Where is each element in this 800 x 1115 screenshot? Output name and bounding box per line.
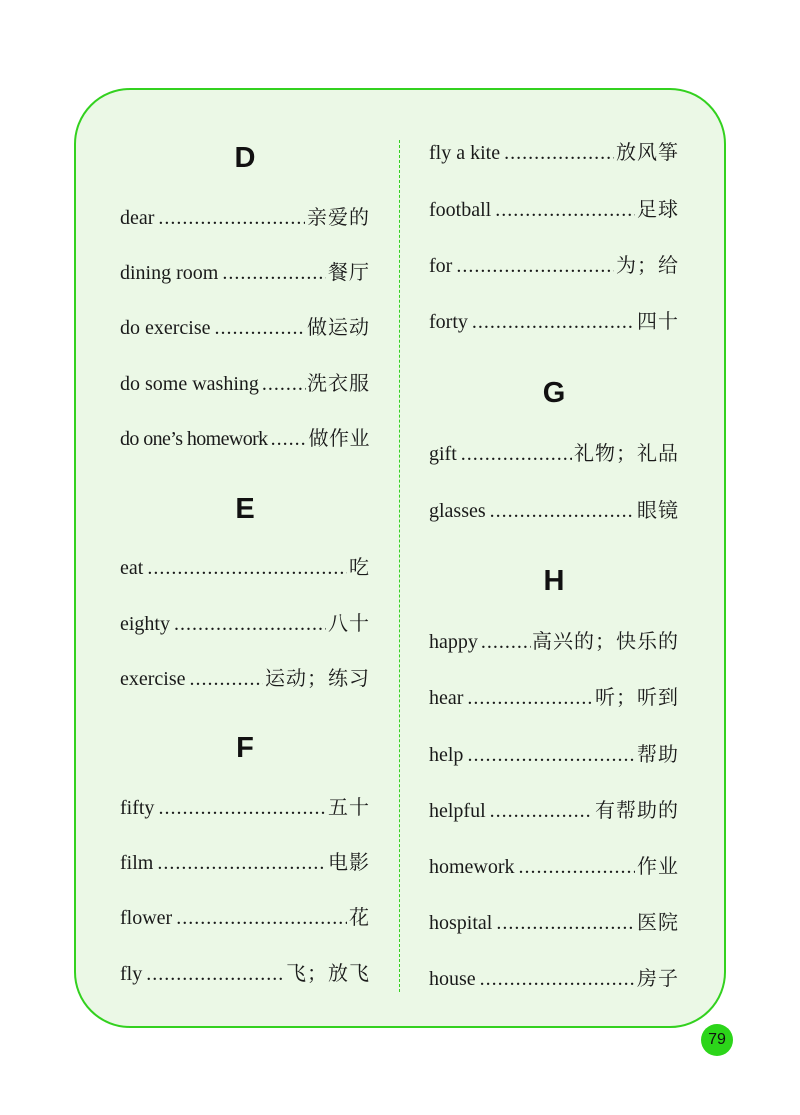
entry-football	[429, 196, 679, 223]
entry-english: fifty	[120, 797, 155, 819]
leader-dots	[215, 315, 305, 341]
leader-dots	[496, 910, 635, 936]
column-divider	[399, 140, 400, 992]
entry-chinese: 作业	[637, 854, 679, 878]
leader-dots	[271, 426, 308, 452]
entry-fly-a-kite	[429, 139, 679, 166]
entry-do-ones-homework	[120, 425, 370, 452]
entry-fly	[120, 960, 370, 987]
entry-english: dear	[120, 207, 155, 229]
entry-english: helpful	[429, 800, 486, 822]
entry-chinese: 花	[349, 905, 370, 929]
entry-hear	[429, 684, 679, 711]
leader-dots	[504, 140, 614, 166]
leader-dots	[157, 850, 326, 876]
leader-dots	[146, 961, 284, 987]
page-number-badge: 79	[701, 1024, 733, 1056]
entry-chinese: 做运动	[307, 315, 370, 339]
entry-hospital	[429, 909, 679, 936]
entry-english: hear	[429, 687, 464, 709]
leader-dots	[222, 260, 326, 286]
entry-for	[429, 252, 679, 279]
entry-english: happy	[429, 631, 478, 653]
entry-chinese: 洗衣服	[307, 371, 370, 395]
leader-dots	[519, 854, 635, 880]
entry-chinese: 亲爱的	[307, 205, 370, 229]
leader-dots	[456, 253, 614, 279]
entry-english: do one’s homework	[120, 428, 268, 450]
section-letter-f: F	[236, 732, 254, 764]
leader-dots	[481, 629, 531, 655]
entry-english: exercise	[120, 668, 186, 690]
leader-dots	[158, 205, 305, 231]
section-letter-g: G	[542, 377, 566, 409]
entry-dining-room	[120, 259, 370, 286]
entry-forty	[429, 308, 679, 335]
entry-chinese: 高兴的；快乐的	[532, 629, 679, 653]
entry-english: for	[429, 255, 453, 277]
entry-chinese: 房子	[637, 966, 679, 990]
entry-homework	[429, 853, 679, 880]
entry-house	[429, 965, 679, 992]
leader-dots	[495, 197, 635, 223]
entry-helpful	[429, 797, 679, 824]
entry-chinese: 放风筝	[616, 140, 679, 164]
entry-chinese: 做作业	[308, 426, 370, 450]
entry-chinese: 为；给	[616, 253, 679, 277]
entry-english: do some washing	[120, 373, 259, 395]
leader-dots	[158, 795, 326, 821]
entry-english: film	[120, 852, 154, 874]
entry-chinese: 医院	[637, 910, 679, 934]
entry-english: do exercise	[120, 317, 211, 339]
entry-film	[120, 849, 370, 876]
leader-dots	[467, 742, 635, 768]
leader-dots	[461, 441, 572, 467]
entry-chinese: 电影	[328, 850, 370, 874]
entry-chinese: 四十	[637, 309, 679, 333]
entry-chinese: 运动；练习	[265, 666, 370, 690]
leader-dots	[176, 905, 347, 931]
section-letter-d: D	[234, 142, 256, 174]
entry-english: fly	[120, 963, 143, 985]
entry-english: glasses	[429, 500, 486, 522]
leader-dots	[190, 666, 263, 692]
entry-chinese: 听；听到	[595, 685, 679, 709]
leader-dots	[467, 685, 593, 711]
entry-chinese: 八十	[328, 611, 370, 635]
entry-english: homework	[429, 856, 515, 878]
entry-flower	[120, 904, 370, 931]
entry-english: flower	[120, 907, 173, 929]
entry-chinese: 帮助	[637, 742, 679, 766]
leader-dots	[147, 555, 347, 581]
entry-exercise	[120, 665, 370, 692]
entry-chinese: 有帮助的	[595, 798, 679, 822]
leader-dots	[480, 966, 635, 992]
section-letter-h: H	[543, 565, 565, 597]
entry-fifty	[120, 794, 370, 821]
entry-english: football	[429, 199, 492, 221]
entry-eat	[120, 554, 370, 581]
entry-english: help	[429, 744, 464, 766]
entry-chinese: 餐厅	[328, 260, 370, 284]
leader-dots	[472, 309, 635, 335]
entry-chinese: 五十	[328, 795, 370, 819]
entry-english: hospital	[429, 912, 493, 934]
leader-dots	[490, 498, 635, 524]
entry-glasses	[429, 497, 679, 524]
entry-english: eat	[120, 557, 144, 579]
entry-gift	[429, 440, 679, 467]
entry-english: dining room	[120, 262, 219, 284]
leader-dots	[262, 371, 306, 397]
entry-happy	[429, 628, 679, 655]
entry-eighty	[120, 610, 370, 637]
entry-chinese: 眼镜	[637, 498, 679, 522]
entry-help	[429, 741, 679, 768]
leader-dots	[490, 798, 593, 824]
entry-english: eighty	[120, 613, 170, 635]
entry-chinese: 礼物；礼品	[574, 441, 679, 465]
entry-chinese: 飞；放飞	[286, 961, 370, 985]
entry-do-exercise	[120, 314, 370, 341]
entry-do-some-washing	[120, 370, 370, 397]
entry-dear	[120, 204, 370, 231]
entry-english: house	[429, 968, 476, 990]
entry-chinese: 吃	[349, 555, 370, 579]
entry-chinese: 足球	[637, 197, 679, 221]
entry-english: forty	[429, 311, 468, 333]
entry-english: fly a kite	[429, 142, 501, 164]
section-letter-e: E	[235, 493, 255, 525]
leader-dots	[174, 611, 326, 637]
entry-english: gift	[429, 443, 457, 465]
